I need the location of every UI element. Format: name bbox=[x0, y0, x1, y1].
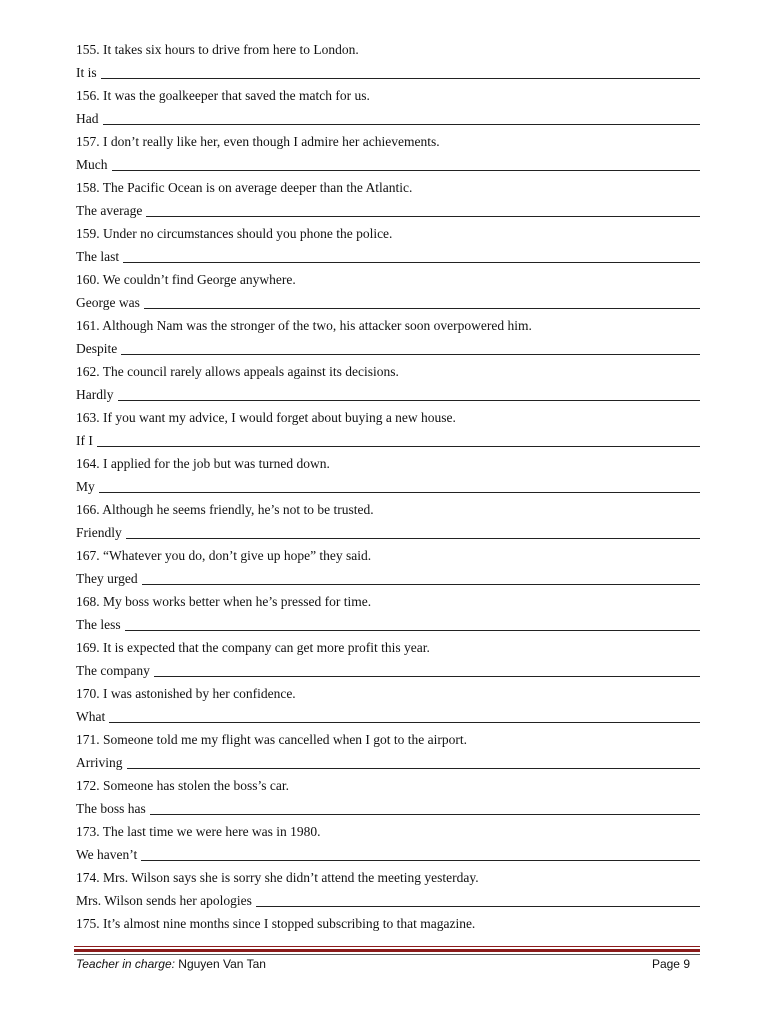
question-text: 167. “Whatever you do, don’t give up hope” they said. bbox=[76, 548, 372, 563]
answer-blank[interactable] bbox=[154, 675, 700, 677]
teacher-label: Teacher in charge: bbox=[76, 957, 175, 971]
question-text: 161. Although Nam was the stronger of the two, his attacker soon overpowered him. bbox=[76, 318, 532, 333]
answer-blank[interactable] bbox=[101, 77, 700, 79]
page-number: Page 9 bbox=[651, 957, 690, 971]
answer-prompt: The last bbox=[76, 249, 120, 264]
footer-teacher bbox=[76, 957, 266, 971]
question-text: 156. It was the goalkeeper that saved the match for us. bbox=[76, 88, 370, 103]
answer-prompt: Mrs. Wilson sends her apologies bbox=[76, 893, 252, 908]
question-text-final: 175. It’s almost nine months since I stopped subscribing to that magazine. bbox=[76, 916, 476, 931]
answer-blank[interactable] bbox=[141, 859, 700, 861]
answer-prompt: We haven’t bbox=[76, 847, 138, 862]
answer-blank[interactable] bbox=[125, 629, 700, 631]
answer-line bbox=[76, 705, 700, 728]
question-text: 158. The Pacific Ocean is on average deeper than the Atlantic. bbox=[76, 180, 413, 195]
question-text: 164. I applied for the job but was turned down. bbox=[76, 456, 330, 471]
footer-rule-bottom bbox=[74, 954, 700, 955]
answer-blank[interactable] bbox=[123, 261, 700, 263]
answer-prompt: The less bbox=[76, 617, 121, 632]
question-text: 174. Mrs. Wilson says she is sorry she didn’t attend the meeting yesterday. bbox=[76, 870, 479, 885]
answer-prompt: George was bbox=[76, 295, 140, 310]
teacher-name: Nguyen Van Tan bbox=[178, 957, 266, 971]
footer-rule-top bbox=[74, 946, 700, 947]
question-text: 170. I was astonished by her confidence. bbox=[76, 686, 296, 701]
answer-line bbox=[76, 521, 700, 544]
answer-blank[interactable] bbox=[121, 353, 700, 355]
question-text: 155. It takes six hours to drive from here to London. bbox=[76, 42, 359, 57]
question-text: 168. My boss works better when he’s pressed for time. bbox=[76, 594, 372, 609]
answer-prompt: The company bbox=[76, 663, 150, 678]
answer-line bbox=[76, 199, 700, 222]
answer-blank[interactable] bbox=[146, 215, 700, 217]
answer-line bbox=[76, 613, 700, 636]
answer-line bbox=[76, 245, 700, 268]
answer-blank[interactable] bbox=[112, 169, 701, 171]
question-text: 166. Although he seems friendly, he’s not to be trusted. bbox=[76, 502, 374, 517]
exercise-list bbox=[76, 38, 700, 935]
answer-blank[interactable] bbox=[99, 491, 700, 493]
answer-prompt: They urged bbox=[76, 571, 138, 586]
answer-blank[interactable] bbox=[126, 537, 700, 539]
answer-prompt: Despite bbox=[76, 341, 118, 356]
answer-line bbox=[76, 751, 700, 774]
answer-prompt: Friendly bbox=[76, 525, 122, 540]
answer-line bbox=[76, 889, 700, 912]
answer-blank[interactable] bbox=[118, 399, 701, 401]
answer-line bbox=[76, 797, 700, 820]
question-text: 159. Under no circumstances should you phone the police. bbox=[76, 226, 393, 241]
answer-prompt: It is bbox=[76, 65, 97, 80]
answer-blank[interactable] bbox=[109, 721, 700, 723]
answer-blank[interactable] bbox=[144, 307, 700, 309]
footer-rule-thick bbox=[74, 949, 700, 952]
answer-line bbox=[76, 429, 700, 452]
answer-line bbox=[76, 843, 700, 866]
answer-prompt: The average bbox=[76, 203, 143, 218]
answer-blank[interactable] bbox=[256, 905, 700, 907]
answer-blank[interactable] bbox=[150, 813, 700, 815]
answer-line bbox=[76, 153, 700, 176]
answer-prompt: If I bbox=[76, 433, 93, 448]
answer-blank[interactable] bbox=[127, 767, 701, 769]
answer-line bbox=[76, 659, 700, 682]
question-text: 157. I don’t really like her, even though I admire her achievements. bbox=[76, 134, 440, 149]
answer-prompt: Had bbox=[76, 111, 99, 126]
answer-blank[interactable] bbox=[142, 583, 700, 585]
answer-line bbox=[76, 291, 700, 314]
question-text: 160. We couldn’t find George anywhere. bbox=[76, 272, 296, 287]
question-text: 172. Someone has stolen the boss’s car. bbox=[76, 778, 289, 793]
question-text: 163. If you want my advice, I would forget about buying a new house. bbox=[76, 410, 456, 425]
answer-blank[interactable] bbox=[97, 445, 700, 447]
answer-blank[interactable] bbox=[103, 123, 701, 125]
answer-line bbox=[76, 61, 700, 84]
answer-prompt: Much bbox=[76, 157, 108, 172]
answer-line bbox=[76, 107, 700, 130]
answer-prompt: Hardly bbox=[76, 387, 114, 402]
answer-prompt: What bbox=[76, 709, 106, 724]
answer-line bbox=[76, 337, 700, 360]
answer-line bbox=[76, 567, 700, 590]
answer-line bbox=[76, 475, 700, 498]
answer-line bbox=[76, 383, 700, 406]
question-text: 162. The council rarely allows appeals against its decisions. bbox=[76, 364, 399, 379]
question-text: 169. It is expected that the company can get more profit this year. bbox=[76, 640, 430, 655]
answer-prompt: My bbox=[76, 479, 95, 494]
answer-prompt: Arriving bbox=[76, 755, 123, 770]
question-text: 173. The last time we were here was in 1980. bbox=[76, 824, 321, 839]
question-text: 171. Someone told me my flight was cancelled when I got to the airport. bbox=[76, 732, 468, 747]
answer-prompt: The boss has bbox=[76, 801, 146, 816]
